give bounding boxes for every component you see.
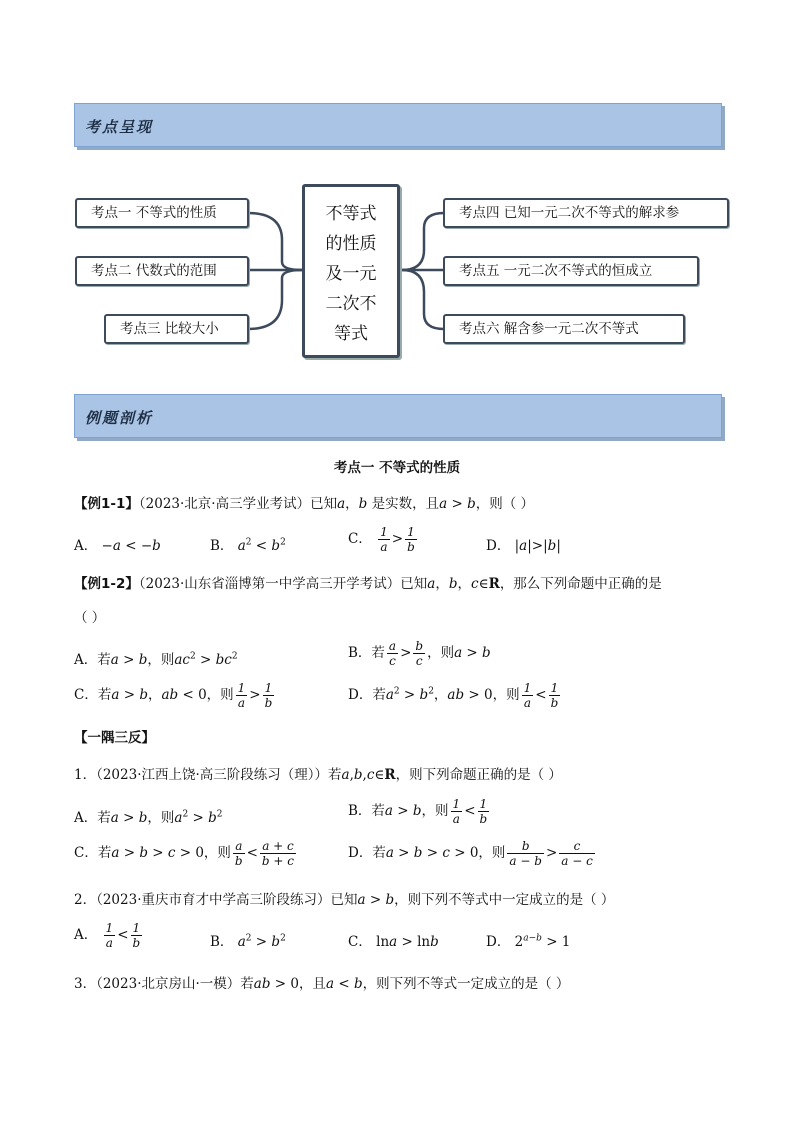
option-label: C． (348, 934, 372, 950)
option-a: A．若a > b，则$a^2 > b^2$ (74, 809, 223, 826)
banner-title: 例题剖析 (85, 409, 154, 427)
option-text: ，则 (427, 645, 455, 661)
option-label: C．若 (74, 687, 112, 703)
option-label: B．若 (348, 645, 385, 661)
option-c: C．若a > b > c > 0，则 $\frac{a}{b}$ < $\frac{a + c}{b + c}$ (74, 839, 295, 868)
option-text: ， (433, 687, 448, 703)
option-label: A．若 (74, 652, 111, 668)
option-b: B．若 $\frac{a}{c}$ > $\frac{b}{c}$ ，则a > b (348, 639, 491, 668)
option-label: D． (486, 934, 511, 950)
center-line: 等式 (334, 324, 368, 344)
option-label: B．若 (348, 803, 385, 819)
option-c: C．若a > b，ab < 0，则 $\frac{1}{a}$ > $\frac{1}{b}$ (74, 681, 273, 710)
option-label: D．若 (348, 845, 386, 861)
option-a: A．若a > b，则$ac^2 > bc^2$ (74, 651, 238, 668)
option-text: ，则 (147, 810, 175, 826)
option-a: A． $\frac{1}{a}$ < $\frac{1}{b}$ (74, 921, 141, 950)
option-d: D． $2^{a-b} > 1$ (486, 933, 571, 950)
stem-text: ，则下列不等式一定成立的是（ ） (362, 976, 570, 992)
option-text: ，则 (147, 652, 175, 668)
paren-blank: （ ） (74, 610, 106, 626)
option-b: B． $a^2 > b^2$ (210, 933, 286, 950)
mindmap-left-node-1: 考点一 不等式的性质 (75, 198, 249, 228)
option-text: ， (147, 687, 162, 703)
option-label: D．若 (348, 687, 386, 703)
mindmap-right-node-6: 考点六 解含参一元二次不等式 (443, 314, 685, 344)
stem-text: 1．（2023·江西上饶·高三阶段练习（理））若 (74, 767, 342, 783)
mindmap-right-node-4: 考点四 已知一元二次不等式的解求参 (443, 198, 729, 228)
option-label: A． (74, 927, 98, 943)
option-label: D． (486, 538, 511, 554)
option-c: C． lna > lnb (348, 934, 439, 950)
option-label: B． (210, 538, 234, 554)
example-tag: 【例1-2】 (74, 576, 139, 592)
stem-text: 是实数，且 (371, 496, 440, 512)
center-line: 二次不 (325, 294, 377, 314)
option-d: D．若a > b > c > 0，则 $\frac{b}{a - b}$ > $\frac{c}{a - c}$ (348, 839, 593, 868)
mindmap-right-node-5: 考点五 一元二次不等式的恒成立 (443, 256, 699, 286)
option-text: ，则 (492, 687, 520, 703)
mindmap-center-node (302, 184, 400, 358)
stem-text: （2023·北京·高三学业考试）已知 (138, 496, 338, 512)
stem-text: ，则下列命题正确的是（ ） (395, 767, 562, 783)
stem-text: ，则（ ） (475, 496, 535, 512)
option-text: ，则 (421, 803, 449, 819)
mindmap-left-node-2: 考点二 代数式的范围 (75, 256, 249, 286)
option-d: D．若$a^2 > b^2$，ab > 0，则 $\frac{1}{a}$ < $\frac{1}{b}$ (348, 681, 559, 710)
example-1-1-stem: 【例1-1】（2023·北京·高三学业考试）已知a，b 是实数，且a > b，则（ ） (74, 496, 535, 512)
option-d: D． |a|>|b| (486, 538, 561, 554)
section-banner-liti (74, 394, 722, 438)
stem-text: 3．（2023·北京房山·一模）若 (74, 976, 254, 992)
stem-text: ，那么下列命题中正确的是 (499, 576, 662, 592)
option-label: C． (348, 531, 372, 547)
banner-title: 考点呈现 (85, 118, 154, 136)
center-line: 及一元 (325, 264, 377, 284)
option-text: ，则 (478, 845, 506, 861)
center-line: 不等式 (325, 204, 377, 224)
option-label: A． (74, 538, 98, 554)
option-c: C． $\frac{1}{a}$ > $\frac{1}{b}$ (348, 525, 415, 554)
section-title: 考点一 不等式的性质 (333, 460, 461, 476)
option-text: ，则 (203, 845, 231, 861)
option-label: A．若 (74, 810, 111, 826)
question-3-stem: 3．（2023·北京房山·一模）若ab > 0，且a < b，则下列不等式一定成立的是（ ） (74, 976, 570, 992)
example-1-2-stem: 【例1-2】（2023·山东省淄博第一中学高三开学考试）已知a，b，c∈R，那么下列命题中正确的是 (74, 576, 662, 592)
option-b: B． $a^2 < b^2$ (210, 537, 286, 554)
option-b: B．若a > b，则 $\frac{1}{a}$ < $\frac{1}{b}$ (348, 797, 488, 826)
stem-text: 2．（2023·重庆市育才中学高三阶段练习）已知 (74, 892, 358, 908)
option-a: A． −a < −b (74, 538, 161, 554)
stem-text: ，且 (298, 976, 326, 992)
center-line: 的性质 (325, 234, 377, 254)
option-label: B． (210, 934, 234, 950)
question-1-stem: 1．（2023·江西上饶·高三阶段练习（理））若a,b,c∈R，则下列命题正确的是（ ） (74, 767, 562, 783)
question-2-stem: 2．（2023·重庆市育才中学高三阶段练习）已知a > b，则下列不等式中一定成立的是（ ） (74, 892, 615, 908)
stem-text: ，则下列不等式中一定成立的是（ ） (394, 892, 615, 908)
yjsf-heading: 【一隅三反】 (74, 730, 155, 746)
example-tag: 【例1-1】 (74, 496, 139, 512)
stem-text: （2023·山东省淄博第一中学高三开学考试）已知 (138, 576, 428, 592)
option-label: C．若 (74, 845, 112, 861)
option-text: ，则 (206, 687, 234, 703)
mindmap-left-node-3: 考点三 比较大小 (104, 314, 249, 344)
